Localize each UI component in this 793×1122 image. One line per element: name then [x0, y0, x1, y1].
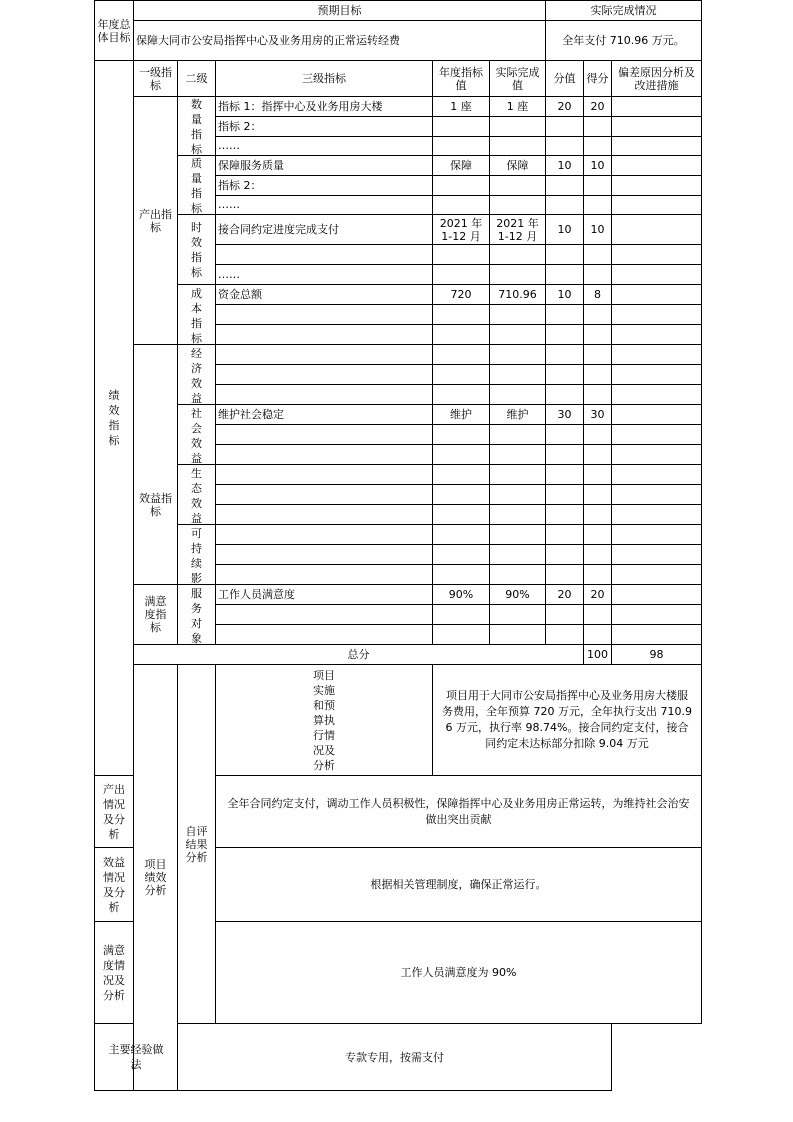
got-score-value: 8: [584, 285, 612, 305]
actual-value: 710.96: [490, 285, 546, 305]
target-value-header: 年度指标值: [433, 61, 490, 97]
indicator-name: 工作人员满意度: [216, 585, 433, 605]
benefit-indicator-label: 效益指标: [134, 345, 178, 585]
annual-goal-label: 年度总体目标: [95, 1, 134, 61]
total-score-value: 100: [584, 645, 612, 665]
actual-completion-text: 全年支付 710.96 万元。: [546, 21, 702, 61]
project-performance-analysis-label: 项目绩效分析: [134, 665, 178, 1091]
sustainable-impact-label: 可持续影: [178, 525, 216, 585]
target-value: 90%: [433, 585, 490, 605]
timeliness-indicator-label: 时效指标: [178, 215, 216, 285]
benefit-analysis-label: 效益情况及分析: [95, 848, 134, 922]
social-benefit-label: 社会效益: [178, 405, 216, 465]
self-evaluation-label: 自评结果分析: [178, 665, 216, 1024]
indicator-name: 指标 2：: [216, 176, 433, 195]
ecological-benefit-label: 生态效益: [178, 465, 216, 525]
output-indicator-label: 产出指标: [134, 97, 178, 345]
got-score-value: 20: [584, 97, 612, 117]
score-value: 10: [546, 156, 584, 176]
score-value: 20: [546, 585, 584, 605]
implementation-text: 项目用于大同市公安局指挥中心及业务用房大楼服务费用，全年预算 720 万元，全年执行支出 710.96 万元，执行率 98.74%。接合同约定支付，接合同约定未达标部分扣除 9.04 万元: [433, 665, 702, 776]
indicator-name: 维护社会稳定: [216, 405, 433, 425]
expected-goal-header: 预期目标: [134, 1, 546, 21]
score-value: 10: [546, 215, 584, 245]
indicator-name: 指标 2：: [216, 117, 433, 136]
expected-goal-text: 保障大同市公安局指挥中心及业务用房的正常运转经费: [134, 21, 546, 61]
target-value: 2021 年 1-12 月: [433, 215, 490, 245]
performance-table: [94, 0, 702, 1091]
indicator-name: 保障服务质量: [216, 156, 433, 176]
actual-completion-header: 实际完成情况: [546, 1, 702, 21]
level1-header: 一级指标: [134, 61, 178, 97]
got-score-value: 20: [584, 585, 612, 605]
indicator-name: ……: [216, 265, 433, 285]
actual-value: 90%: [490, 585, 546, 605]
target-value: 720: [433, 285, 490, 305]
got-score-header: 得分: [584, 61, 612, 97]
quality-indicator-label: 质量指标: [178, 156, 216, 215]
got-score-value: 10: [584, 156, 612, 176]
indicator-name: ……: [216, 195, 433, 214]
target-value: 保障: [433, 156, 490, 176]
deviation-reason: [612, 97, 702, 117]
benefit-analysis-text: 根据相关管理制度，确保正常运行。: [216, 848, 702, 922]
performance-indicator-section-label: 绩效指标: [95, 61, 134, 776]
level3-header: 三级指标: [216, 61, 433, 97]
implementation-label: 项目实施和预算执行情况及分析: [216, 665, 433, 776]
cost-indicator-label: 成本指标: [178, 285, 216, 345]
score-value: 30: [546, 405, 584, 425]
target-value: 维护: [433, 405, 490, 425]
total-got-value: 98: [612, 645, 702, 665]
main-experience-label: 主要经验做法: [95, 1024, 178, 1091]
total-score-label: 总分: [134, 645, 584, 665]
satisfaction-indicator-label: 满意度指标: [134, 585, 178, 645]
actual-value-header: 实际完成值: [490, 61, 546, 97]
deviation-reason-header: 偏差原因分析及改进措施: [612, 61, 702, 97]
indicator-name: 指标 1：指挥中心及业务用房大楼: [216, 97, 433, 117]
satisfaction-analysis-text: 工作人员满意度为 90%: [216, 922, 702, 1024]
service-object-label: 服务对象: [178, 585, 216, 645]
target-value: 1 座: [433, 97, 490, 117]
indicator-name: 资金总额: [216, 285, 433, 305]
actual-value: 1 座: [490, 97, 546, 117]
actual-value: 保障: [490, 156, 546, 176]
indicator-name: ……: [216, 136, 433, 155]
got-score-value: 30: [584, 405, 612, 425]
score-value: 20: [546, 97, 584, 117]
output-analysis-text: 全年合同约定支付，调动工作人员积极性，保障指挥中心及业务用房正常运转，为维持社会治安做出突出贡献: [216, 776, 702, 848]
satisfaction-analysis-label: 满意度情况及分析: [95, 922, 134, 1024]
economic-benefit-label: 经济效益: [178, 345, 216, 405]
score-header: 分值: [546, 61, 584, 97]
actual-value: 维护: [490, 405, 546, 425]
score-value: 10: [546, 285, 584, 305]
main-experience-text: 专款专用，按需支付: [178, 1024, 612, 1091]
output-analysis-label: 产出情况及分析: [95, 776, 134, 848]
level2-header: 二级: [178, 61, 216, 97]
got-score-value: 10: [584, 215, 612, 245]
actual-value: 2021 年 1-12 月: [490, 215, 546, 245]
indicator-name: 接合同约定进度完成支付: [216, 215, 433, 245]
quantity-indicator-label: 数量指标: [178, 97, 216, 156]
